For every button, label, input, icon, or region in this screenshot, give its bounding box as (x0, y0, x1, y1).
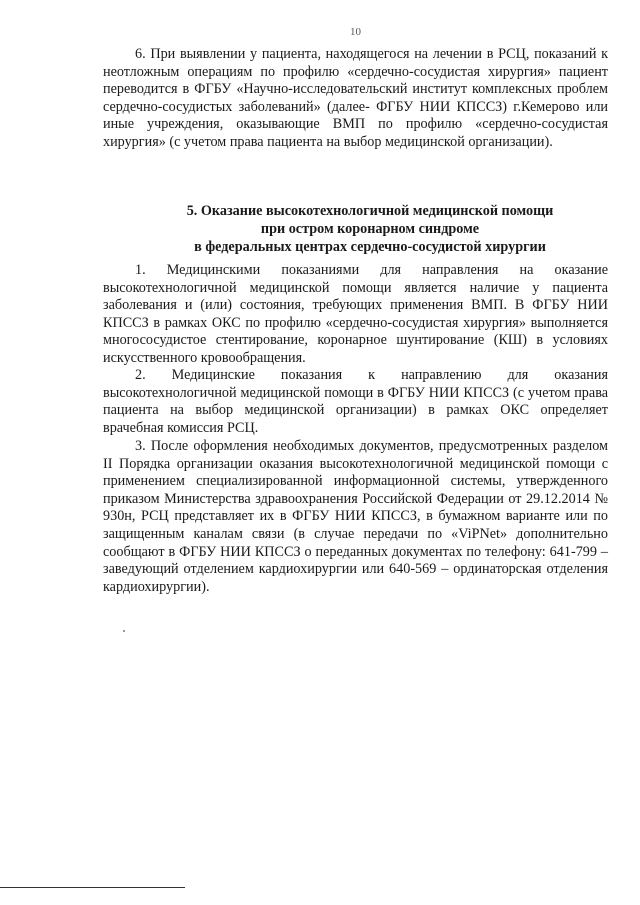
section-heading-line-2: при остром коронарном синдроме (260, 220, 480, 237)
list-item-3: 3. После оформления необходимых документов, предусмотренных разделом II Порядка организации оказания высокотехнологичной медицинской помощи с применением специализированной информационной системы, утвержденного приказом Министерства здравоохранения Российской Федерации от 29.12.2014 № 930н, РСЦ представляет их в ФГБУ НИИ КПССЗ, в бумажном варианте или по защищенным каналам связи (в случае передачи по «ViPNet» дополнительно сообщают в ФГБУ НИИ КПССЗ о переданных документах по телефону: 641-799 – заведующий отделением кардиохирургии или 640-569 – ординаторская отделения кардиохирургии). (103, 438, 608, 595)
list-item-1: 1. Медицинскими показаниями для направления на оказание высокотехнологичной медицинской помощи является наличие у пациента заболевания и (или) состояния, требующих применения ВМП. В ФГБУ НИИ КПССЗ в рамках ОКС по профилю «сердечно-сосудистая хирургия» выполняется многососудистое стентирование, коронарное шунтирование (КШ) в условиях искусственного кровообращения. (103, 262, 608, 366)
paragraph-6: 6. При выявлении у пациента, находящегося на лечении в РСЦ, показаний к неотложным операциям по профилю «сердечно-сосудистая хирургия» пациент переводится в ФГБУ «Научно-исследовательский институт комплексных проблем сердечно-сосудистых заболеваний» (далее- ФГБУ НИИ КПССЗ) г.Кемерово или иные учреждения, оказывающие ВМП по профилю «сердечно-сосудистая хирургия» (с учетом права пациента на выбор медицинской организации). (103, 46, 608, 150)
footnote-rule (0, 887, 185, 888)
scan-speck (123, 630, 125, 632)
section-heading-line-3: в федеральных центрах сердечно-сосудистой хирургии (194, 238, 546, 255)
page-number: 10 (350, 26, 361, 38)
list-item-2: 2. Медицинские показания к направлению для оказания высокотехнологичной медицинской помощи в ФГБУ НИИ КПССЗ (с учетом права пациента на выбор медицинской организации) в рамках ОКС определяет врачебная комиссия РСЦ. (103, 367, 608, 436)
section-heading-line-1: 5. Оказание высокотехнологичной медицинской помощи (186, 203, 554, 219)
section-heading (150, 203, 590, 256)
